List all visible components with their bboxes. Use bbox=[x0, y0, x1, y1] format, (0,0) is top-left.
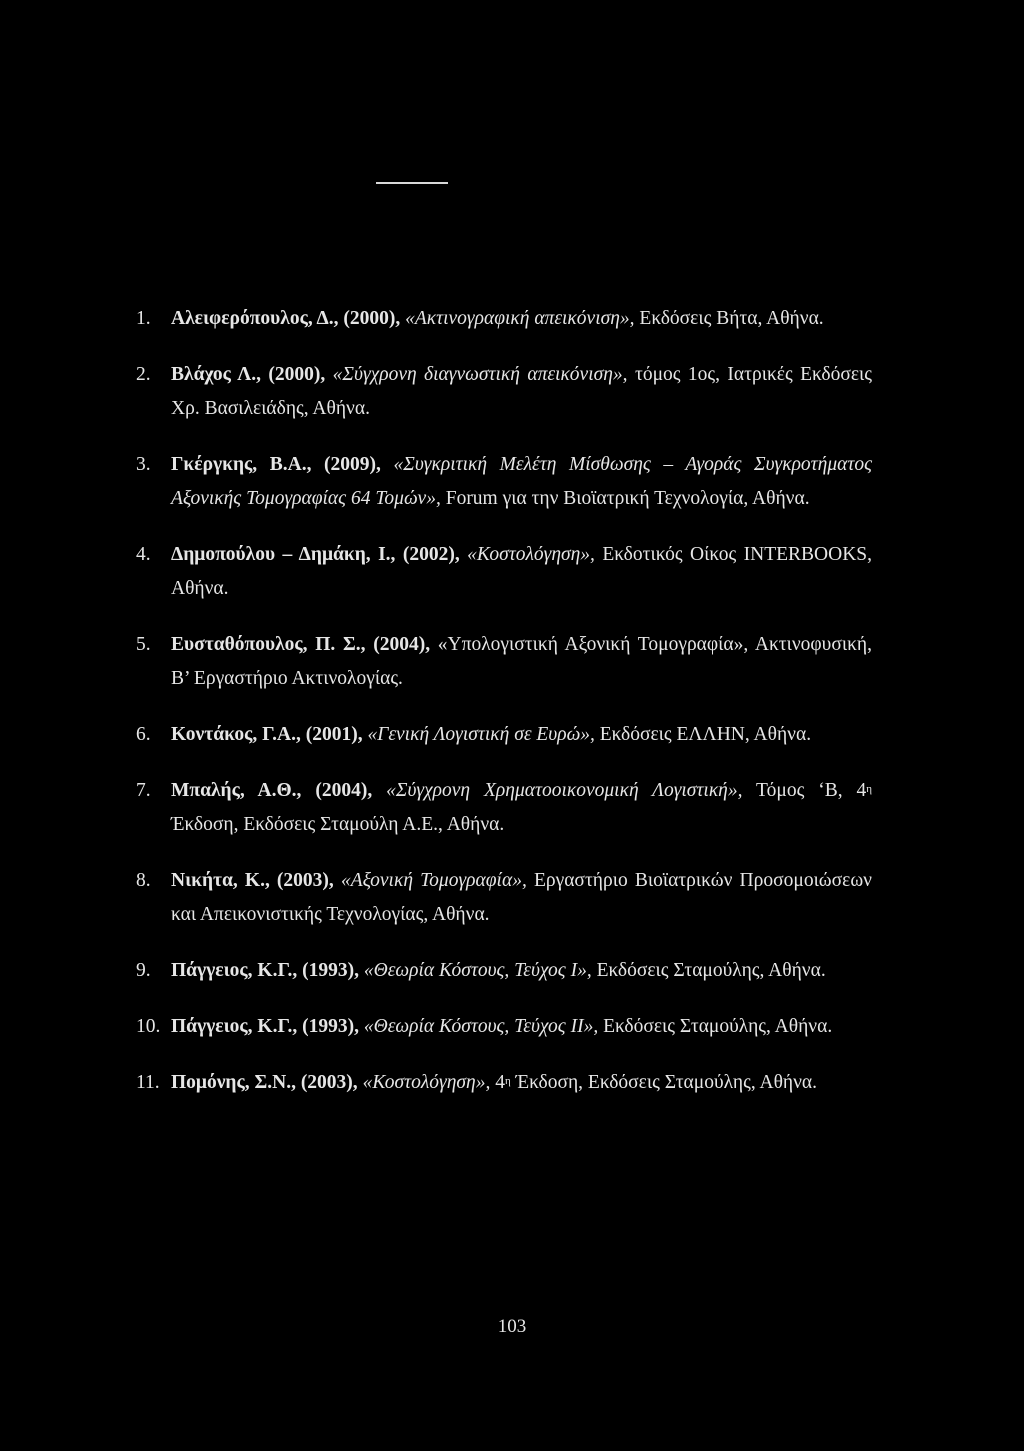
reference-item bbox=[136, 1066, 872, 1100]
reference-number: 5. bbox=[136, 634, 151, 655]
reference-details: Forum για την Βιοϊατρική Τεχνολογία, Αθήνα. bbox=[445, 488, 810, 509]
reference-title: «Κοστολόγηση», bbox=[362, 1072, 491, 1093]
reference-details: Έκδοση, Εκδόσεις Σταμούλης, Αθήνα. bbox=[510, 1072, 818, 1093]
reference-author: Δημοπούλου – Δημάκη, Ι., (2002), bbox=[171, 544, 460, 565]
reference-author: Πάγγειος, Κ.Γ., (1993), bbox=[171, 960, 359, 981]
reference-author: Νικήτα, Κ., (2003), bbox=[171, 870, 334, 891]
reference-number: 4. bbox=[136, 544, 151, 565]
reference-title: «Κοστολόγηση», bbox=[467, 544, 595, 565]
top-rule bbox=[376, 182, 448, 184]
reference-author: Βλάχος Λ., (2000), bbox=[171, 364, 326, 385]
reference-details-part: Τόμος ‘Β, 4 bbox=[756, 780, 867, 801]
reference-number: 7. bbox=[136, 780, 151, 801]
reference-item bbox=[136, 628, 872, 696]
reference-author: Πάγγειος, Κ.Γ., (1993), bbox=[171, 1016, 359, 1037]
reference-number: 11. bbox=[136, 1072, 160, 1093]
reference-list bbox=[136, 302, 872, 1122]
reference-item bbox=[136, 448, 872, 516]
reference-author: Αλειφερόπουλος, Δ., (2000), bbox=[171, 308, 401, 329]
reference-author: Μπαλής, Α.Θ., (2004), bbox=[171, 780, 373, 801]
reference-author: Κοντάκος, Γ.Α., (2001), bbox=[171, 724, 363, 745]
reference-title: «Ακτινογραφική απεικόνιση», bbox=[405, 308, 635, 329]
reference-number: 6. bbox=[136, 724, 151, 745]
reference-item bbox=[136, 864, 872, 932]
reference-title: «Σύγχρονη Χρηματοοικονομική Λογιστική», bbox=[386, 780, 743, 801]
reference-number: 1. bbox=[136, 308, 151, 329]
reference-details: Εκδοτικός Οίκος INTERBOOKS, Αθήνα. bbox=[171, 544, 873, 599]
reference-item bbox=[136, 358, 872, 426]
reference-details: Εργαστήριο Βιοϊατρικών Προσομοιώσεων και Απεικονιστικής Τεχνολογίας, Αθήνα. bbox=[171, 870, 872, 925]
reference-title: «Σύγχρονη διαγνωστική απεικόνιση», bbox=[332, 364, 628, 385]
reference-item bbox=[136, 302, 872, 336]
reference-details: Εκδόσεις Σταμούλης, Αθήνα. bbox=[596, 960, 826, 981]
reference-number: 9. bbox=[136, 960, 151, 981]
reference-details: Έκδοση, Εκδόσεις Σταμούλη Α.Ε., Αθήνα. bbox=[171, 814, 505, 835]
reference-number: 10. bbox=[136, 1016, 161, 1037]
reference-item bbox=[136, 718, 872, 752]
reference-number: 2. bbox=[136, 364, 151, 385]
reference-item bbox=[136, 1010, 872, 1044]
reference-details: τόμος 1ος, Ιατρικές Εκδόσεις Χρ. Βασιλειάδης, Αθήνα. bbox=[171, 364, 873, 419]
ordinal-superscript: η bbox=[504, 1075, 511, 1087]
reference-details: «Υπολογιστική Αξονική Τομογραφία», Ακτινοφυσική, Β’ Εργαστήριο Ακτινολογίας. bbox=[171, 634, 872, 689]
reference-title: «Συγκριτική Μελέτη Μίσθωσης – Αγοράς Συγκροτήματος Αξονικής Τομογραφίας 64 Τομών», bbox=[171, 454, 872, 509]
reference-item bbox=[136, 774, 872, 842]
reference-number: 8. bbox=[136, 870, 151, 891]
reference-title: «Θεωρία Κόστους, Τεύχος ΙΙ», bbox=[363, 1016, 599, 1037]
reference-details-part: 4 bbox=[495, 1072, 505, 1093]
reference-author: Ευσταθόπουλος, Π. Σ., (2004), bbox=[171, 634, 431, 655]
reference-author: Πομόνης, Σ.Ν., (2003), bbox=[171, 1072, 358, 1093]
reference-details: Εκδόσεις Σταμούλης, Αθήνα. bbox=[603, 1016, 833, 1037]
reference-details: Εκδόσεις ΕΛΛΗΝ, Αθήνα. bbox=[599, 724, 812, 745]
page-number: 103 bbox=[497, 1316, 527, 1337]
reference-details: Εκδόσεις Βήτα, Αθήνα. bbox=[639, 308, 824, 329]
reference-title: «Αξονική Τομογραφία», bbox=[340, 870, 527, 891]
reference-title: «Γενική Λογιστική σε Ευρώ», bbox=[367, 724, 595, 745]
reference-item bbox=[136, 538, 872, 606]
reference-title: «Θεωρία Κόστους, Τεύχος Ι», bbox=[363, 960, 592, 981]
reference-author: Γκέργκης, Β.Α., (2009), bbox=[171, 454, 381, 475]
ordinal-superscript: η bbox=[866, 783, 872, 795]
reference-number: 3. bbox=[136, 454, 151, 475]
reference-item bbox=[136, 954, 872, 988]
